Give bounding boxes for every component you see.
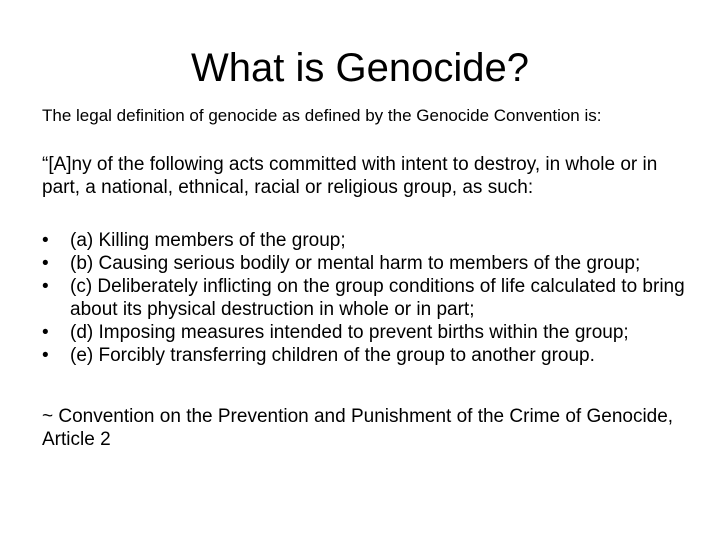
- bullet-icon: •: [42, 230, 49, 251]
- bullet-icon: •: [42, 276, 49, 297]
- bullet-icon: •: [42, 345, 49, 366]
- bullet-icon: •: [42, 322, 49, 343]
- list-item: [42, 344, 702, 367]
- slide-title: What is Genocide?: [191, 46, 529, 90]
- list-item: [42, 252, 702, 275]
- acts-list: [42, 229, 702, 367]
- source-citation: ~ Convention on the Prevention and Punishment of the Crime of Genocide, Article 2: [42, 406, 674, 450]
- list-item-text: (e) Forcibly transferring children of the group to another group.: [70, 345, 595, 366]
- list-item-text: (a) Killing members of the group;: [70, 230, 346, 251]
- bullet-icon: •: [42, 253, 49, 274]
- definition-quote: “[A]ny of the following acts committed with intent to destroy, in whole or in part, a national, ethnical, racial or religious group, as such:: [42, 154, 658, 198]
- list-item: [42, 275, 702, 321]
- list-item-text: (c) Deliberately inflicting on the group conditions of life calculated to bring about its physical destruction in whole or in part;: [70, 276, 685, 320]
- list-item: [42, 321, 702, 344]
- list-item-text: (b) Causing serious bodily or mental harm to members of the group;: [70, 253, 641, 274]
- list-item: [42, 229, 702, 252]
- list-item-text: (d) Imposing measures intended to prevent births within the group;: [70, 322, 629, 343]
- intro-text: The legal definition of genocide as defined by the Genocide Convention is:: [42, 106, 602, 125]
